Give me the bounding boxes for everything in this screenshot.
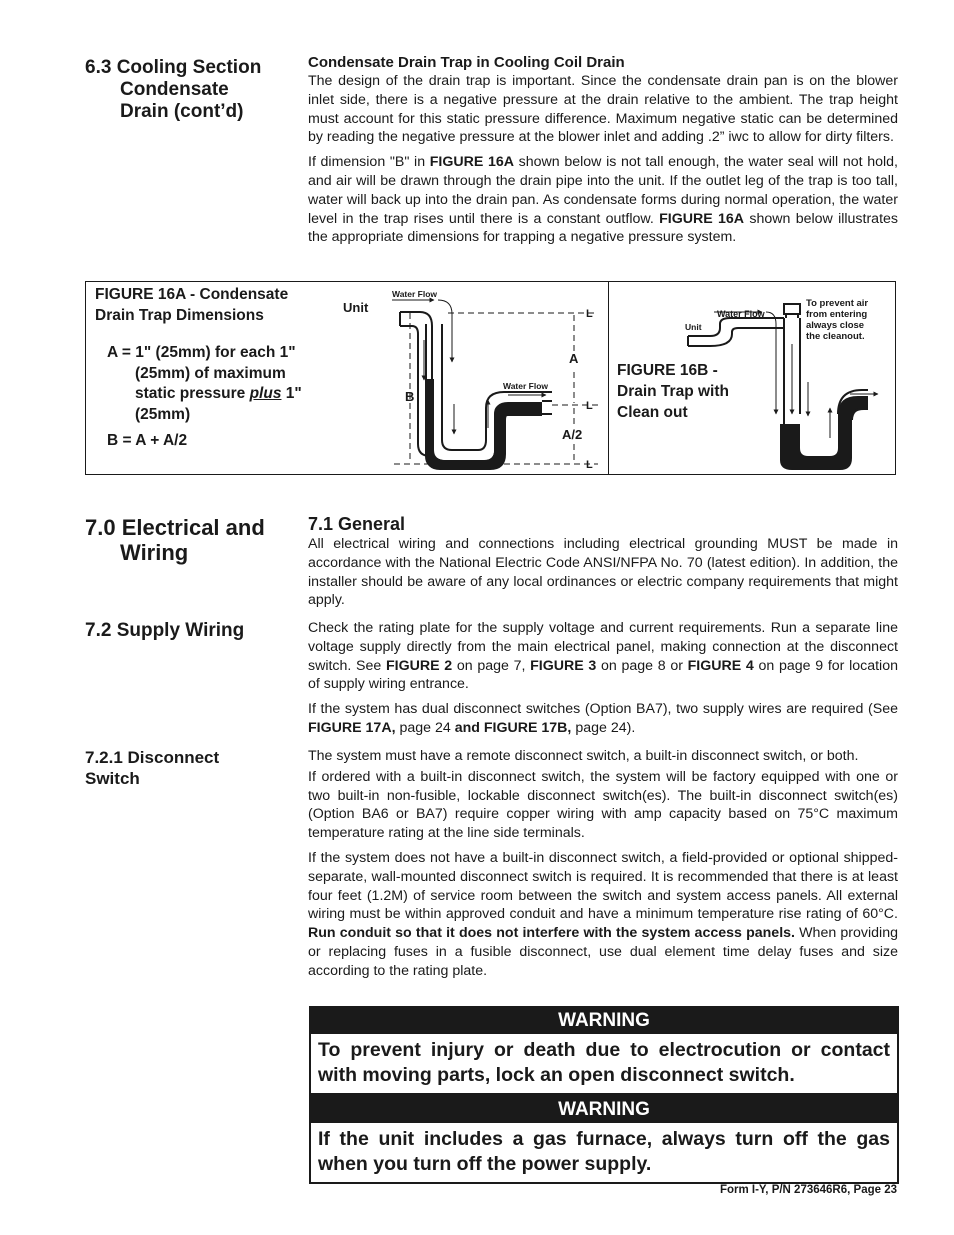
section-7-1 (308, 513, 898, 616)
centerline-mark: L (586, 400, 593, 412)
cleanout-note-line: always close (806, 320, 865, 331)
page-footer: Form I-Y, P/N 273646R6, Page 23 (719, 1184, 897, 1196)
dimension-b-label: B (405, 389, 415, 404)
cleanout-note-line: from entering (806, 309, 868, 320)
condensate-trap-section (308, 54, 898, 253)
warning-text: If the unit includes a gas furnace, always turn off the gas when you turn off the power supply. (318, 1128, 890, 1175)
warning-box-disconnect (309, 1006, 899, 1095)
unit-label: Unit (343, 300, 369, 315)
water-flow-label: Water Flow (717, 309, 765, 319)
paragraph: If the system does not have a built-in disconnect switch, a field-provided or optional shipped-separate, wall-mounted disconnect switch is required. It is recommended that there is at least four feet (1.2M) of service room between the switch and system access panels. All external wiring must be within approved conduit and have a minimum temperature rise rating of 60°C. Run conduit so that it does not interfere with the system access panels. When providing or replacing fuses in a fusible disconnect, use dual element time delay fuses and size according to the rating plate. (308, 849, 898, 979)
figure-16b-drawing (680, 284, 894, 474)
figure-16a-title: FIGURE 16A - Condensate Drain Trap Dimensions (95, 286, 289, 324)
centerline-mark: L (586, 308, 593, 320)
figure-16b-title: FIGURE 16B - Drain Trap with Clean out (617, 362, 729, 421)
warning-text: To prevent injury or death due to electrocution or contact with moving parts, lock an open disconnect switch. (318, 1039, 890, 1086)
heading-line: Drain (cont’d) (120, 101, 244, 122)
section-7-2-1-body (308, 747, 898, 987)
cleanout-note-line: the cleanout. (806, 331, 865, 342)
figure-16a-drawing (338, 284, 608, 474)
centerline-mark: L (586, 459, 593, 471)
water-flow-label: Water Flow (503, 381, 549, 391)
section-6-3-heading (85, 57, 261, 123)
figure-16a-equation-a: A = 1" (25mm) for each 1" (25mm) of maximum static pressure plus 1" (25mm) (107, 344, 302, 423)
dimension-a-label: A (569, 351, 579, 366)
section-7-0-heading: 7.0 Electrical and Wiring (85, 515, 265, 565)
heading-line: Condensate (120, 79, 229, 100)
warning-header: WARNING (311, 1008, 897, 1034)
water-flow-label: Water Flow (392, 289, 438, 299)
paragraph: The design of the drain trap is important. Since the condensate drain pan is on the blower inlet side, there is a negative pressure at the drain relative to the ambient. The trap height must account for this static pressure difference. Maximum negative static can be determined by reading the negative pressure at the blower inlet and adding .2” iwc to allow for dirty filters. (308, 73, 898, 146)
paragraph: All electrical wiring and connections including electrical grounding MUST be made in accordance with the National Electric Code ANSI/NFPA No. 70 (latest edition). In addition, the installer should be aware of any local ordinances or electric company requirements that might apply. (308, 536, 898, 609)
paragraph: Check the rating plate for the supply voltage and current requirements. Run a separate line voltage supply directly from the main electrical panel, making connection at the disconnect switch. See FIGURE 2 on page 7, FIGURE 3 on page 8 or FIGURE 4 on page 9 for location of supply wiring entrance. (308, 620, 898, 693)
unit-label: Unit (685, 322, 702, 332)
condensate-trap-heading: Condensate Drain Trap in Cooling Coil Drain (308, 54, 625, 71)
section-7-2-heading: 7.2 Supply Wiring (85, 620, 245, 641)
paragraph: If dimension "B" in FIGURE 16A shown below is not tall enough, the water seal will not hold, and air will be drawn through the drain pipe into the unit. If the outlet leg of the trap is too tall, water will back up into the drain pan. As condensate forms during normal operation, the water level in the trap rises until there is a constant outflow. FIGURE 16A shown below illustrates the appropriate dimensions for trapping a negative pressure system. (308, 154, 899, 246)
paragraph: If ordered with a built-in disconnect switch, the system will be factory equipped with one or two built-in non-fusible, lockable disconnect switch(es). The built-in disconnect switch(es) (Option BA6 or BA7) require copper wiring with amp capacity based on 75°C maximum temperature rating at the line side terminals. (308, 768, 898, 842)
warning-box-gas (309, 1095, 899, 1184)
heading-line: 6.3 Cooling Section (85, 57, 262, 78)
paragraph: The system must have a remote disconnect switch, a built-in disconnect switch, or both. (308, 748, 859, 764)
section-7-1-heading: 7.1 General (308, 514, 406, 534)
figure-16a-equation-b: B = A + A/2 (107, 432, 188, 449)
warning-header: WARNING (311, 1097, 897, 1123)
figure-divider (608, 281, 609, 475)
dimension-a2-label: A/2 (562, 427, 583, 442)
section-7-2-body (308, 619, 898, 744)
paragraph: If the system has dual disconnect switches (Option BA7), two supply wires are required (See FIGURE 17A, page 24 and FIGURE 17B, page 24). (308, 701, 898, 736)
section-7-2-1-heading: 7.2.1 Disconnect Switch (85, 748, 220, 788)
cleanout-note-line: To prevent air (806, 298, 869, 309)
